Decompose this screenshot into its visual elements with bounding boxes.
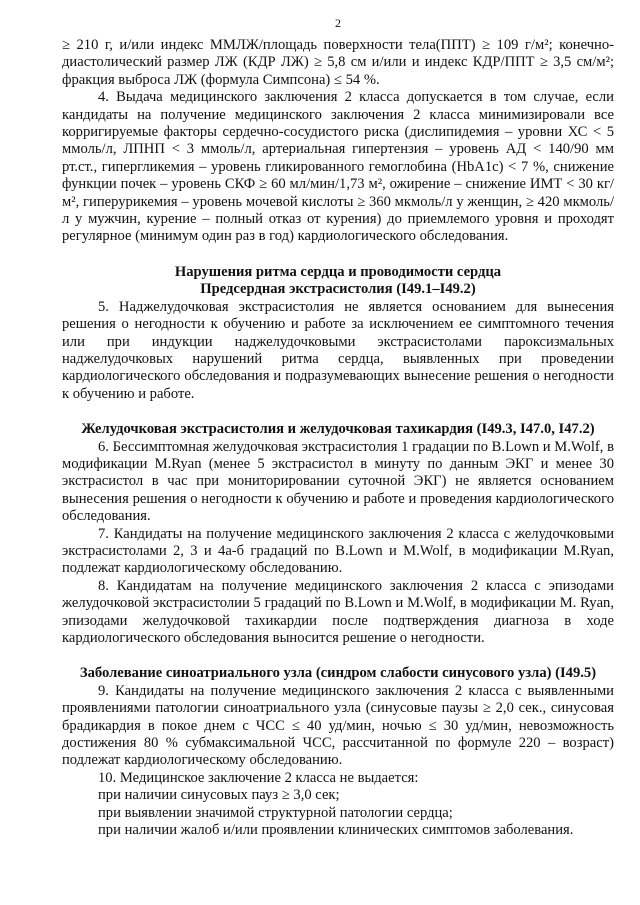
page-number: 2	[335, 16, 341, 30]
list-item-structural: при выявлении значимой структурной патологии сердца;	[98, 804, 453, 821]
paragraph-8: 8. Кандидатам на получение медицинского заключения 2 класса с эпизодами желудочковой экстрасистолии 5 градаций по B.Lown и M.Wolf, в модификации M. Ryan, эпизодами желудочковой тахикардии после подтверждения диагноза в ходе кардиологического обследования выносится решение о негодности.	[62, 577, 614, 646]
section-heading-ventricular: Желудочковая экстрасистолия и желудочковая тахикардия (I49.3, I47.0, I47.2)	[81, 421, 595, 438]
section-heading-sinoatrial: Заболевание синоатриального узла (синдром слабости синусового узла) (I49.5)	[79, 665, 597, 682]
paragraph-9: 9. Кандидаты на получение медицинского заключения 2 класса с выявленными проявлениями патологии синоатриального узла (синусовые паузы ≥ 2,0 сек., синусовая брадикардия в покое днем с ЧСС ≤ 40 уд/мин, ночью ≤ 30 уд/мин, невозможность достижения 80 % субмаксимальной ЧСС, рассчитанной по формуле 220 – возраст) подлежат кардиологическому обследованию.	[62, 682, 614, 769]
list-item-pauses: при наличии синусовых пауз ≥ 3,0 сек;	[98, 787, 340, 804]
list-item-symptoms: при наличии жалоб и/или проявлении клинических симптомов заболевания.	[98, 822, 574, 839]
paragraph-continuation: ≥ 210 г, и/или индекс ММЛЖ/площадь поверхности тела(ППТ) ≥ 109 г/м²; конечно-диастолический размер ЛЖ (КДР ЛЖ) ≥ 5,8 см и/или и индекс КДР/ППТ ≥ 3,5 см/м²; фракция выброса ЛЖ (формула Симпсона) ≤ 54 %.	[62, 37, 614, 88]
section-heading-rhythm: Нарушения ритма сердца и проводимости сердца	[174, 263, 502, 280]
paragraph-7: 7. Кандидаты на получение медицинского заключения 2 класса с желудочковыми экстрасистолами 2, 3 и 4а-б градаций по B.Lown и M.Wolf, в модификации M.Ryan, подлежат кардиологическому обследованию.	[62, 525, 614, 577]
paragraph-4: 4. Выдача медицинского заключения 2 класса допускается в том случае, если кандидаты на получение медицинского заключения 2 класса минимизировали все корригируемые факторы сердечно-сосудистого риска (дислипидемия – уровни ХС < 5 ммоль/л, ЛПНП < 3 ммоль/л, артериальная гипертензия – уровень АД < 140/90 мм рт.ст., гипергликемия – уровень гликированного гемоглобина (HbA1c) < 7 %, снижение функции почек – уровень СКФ ≥ 60 мл/мин/1,73 м², ожирение – снижение ИМТ < 30 кг/м², гиперурикемия – уровень мочевой кислоты ≥ 360 мкмоль/л у женщин, ≥ 420 мкмоль/л у мужчин, курение – полный отказ от курения) до приемлемого уровня и проходят регулярное (минимум один раз в год) кардиологического обследования.	[62, 89, 614, 245]
paragraph-10: 10. Медицинское заключение 2 класса не выдается:	[98, 769, 419, 786]
paragraph-6: 6. Бессимптомная желудочковая экстрасистолия 1 градации по B.Lown и M.Wolf, в модификации M.Ryan (менее 5 экстрасистол в минуту по данным ЭКГ и менее 30 экстрасистол в час при мониторировании суточной ЭКГ) не является основанием вынесения решения о негодности к обучению и работе и проведения кардиологического обследования.	[62, 438, 614, 525]
paragraph-5: 5. Наджелудочковая экстрасистолия не является основанием для вынесения решения о негодности к обучению и работе за исключением ее симптомного течения или при индукции наджелудочковыми экстрасистолами пароксизмальных наджелудочковых нарушений ритма сердца, выявленных при проведении кардиологического обследования и подразумевающих вынесение решения о негодности к обучению и работе.	[62, 298, 614, 402]
section-subheading-atrial: Предсердная экстрасистолия (I49.1–I49.2)	[200, 281, 476, 298]
